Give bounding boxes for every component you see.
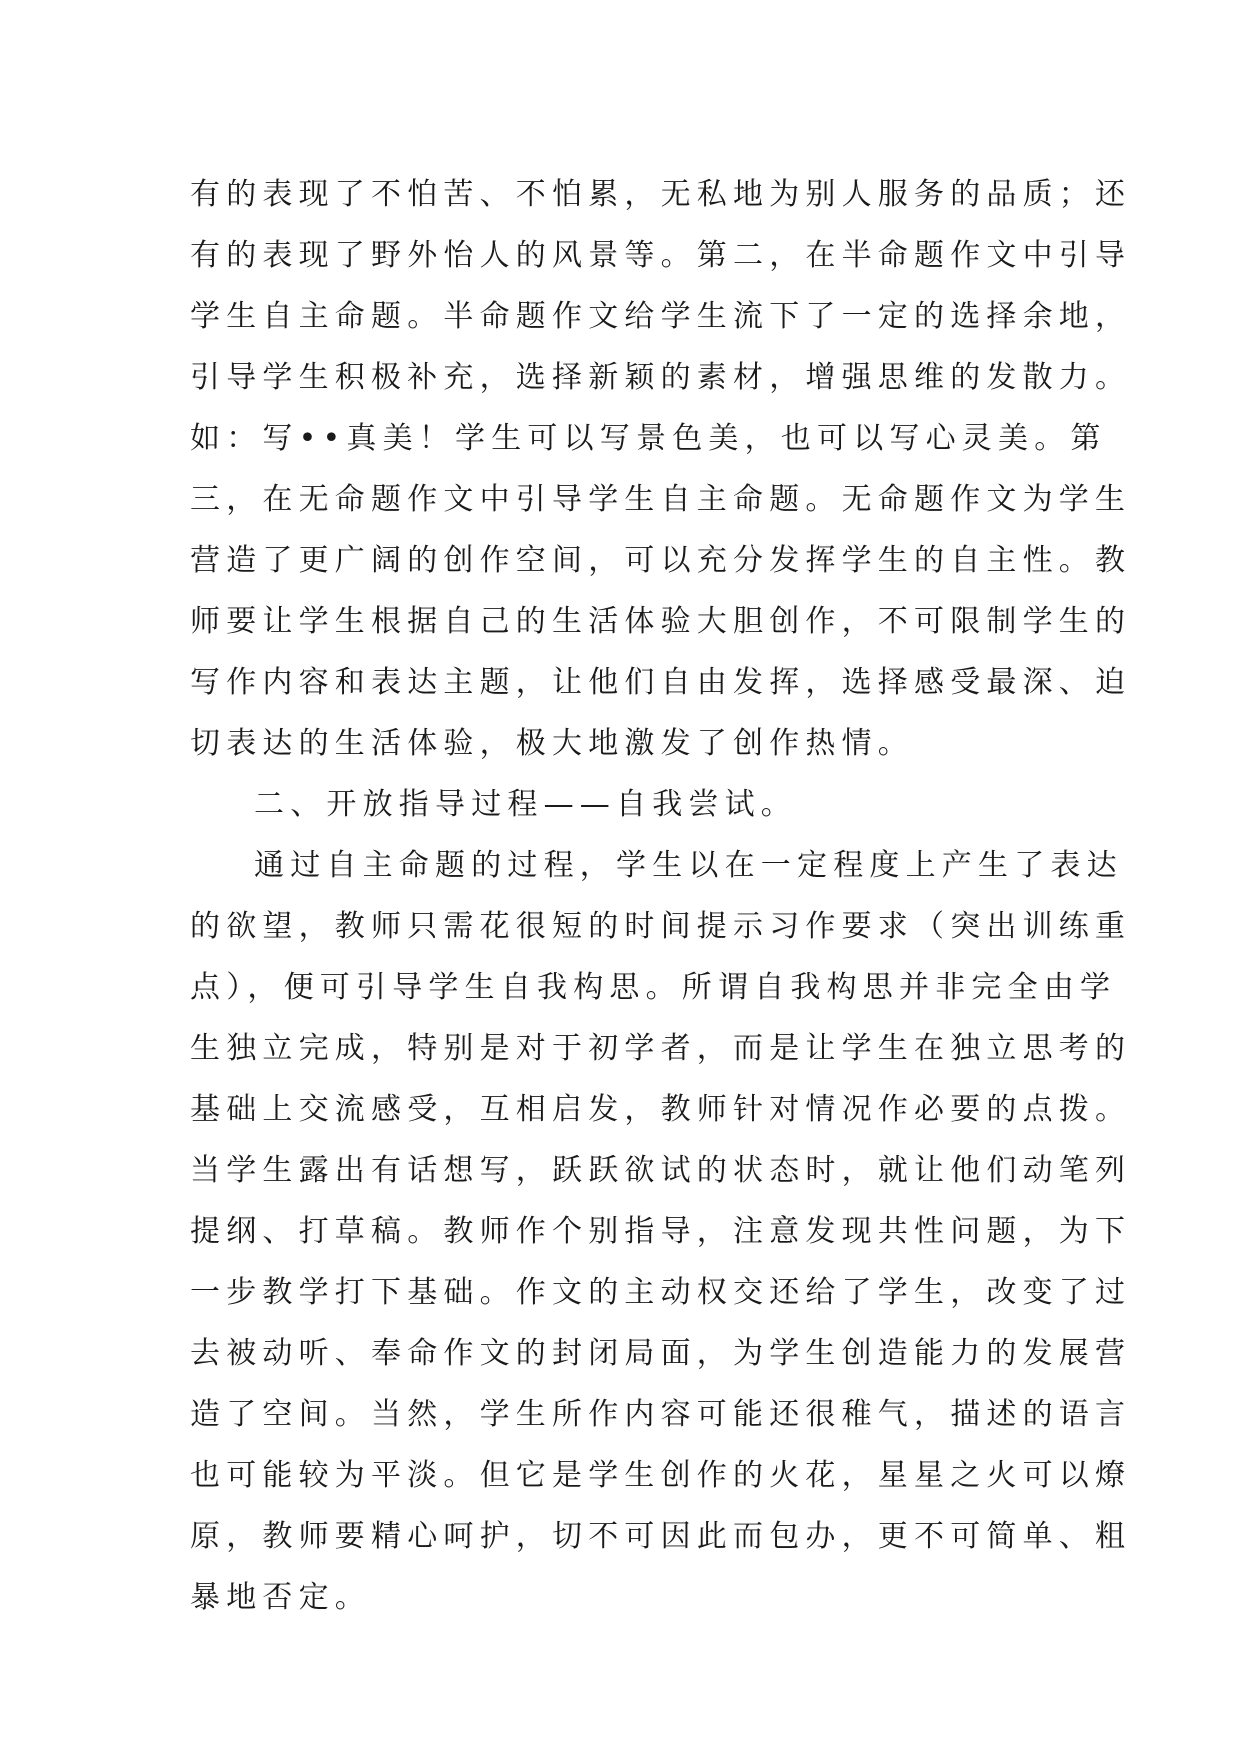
text-line: 生独立完成，特别是对于初学者，而是让学生在独立思考的	[190, 1031, 1132, 1066]
text-line: 写作内容和表达主题，让他们自由发挥，选择感受最深、迫	[190, 665, 1132, 700]
text-line: 原，教师要精心呵护，切不可因此而包办，更不可简单、粗	[190, 1519, 1132, 1554]
text-line: 营造了更广阔的创作空间，可以充分发挥学生的自主性。教	[190, 543, 1132, 578]
text-line: 暴地否定。	[190, 1580, 371, 1615]
text-line: 学生自主命题。半命题作文给学生流下了一定的选择余地，	[190, 299, 1132, 334]
text-line: 三，在无命题作文中引导学生自主命题。无命题作文为学生	[190, 482, 1132, 517]
text-line: 提纲、打草稿。教师作个别指导，注意发现共性问题，为下	[190, 1214, 1132, 1249]
text-line: 引导学生积极补充，选择新颖的素材，增强思维的发散力。	[190, 360, 1132, 395]
text-line: 有的表现了野外怡人的风景等。第二，在半命题作文中引导	[190, 238, 1132, 273]
paragraph-continued	[190, 164, 1132, 774]
text-line: 去被动听、奉命作文的封闭局面，为学生创造能力的发展营	[190, 1336, 1132, 1371]
section-heading: 二、开放指导过程——自我尝试。	[254, 787, 797, 822]
text-line: 通过自主命题的过程，学生以在一定程度上产生了表达	[254, 848, 1123, 883]
text-line: 有的表现了不怕苦、不怕累，无私地为别人服务的品质；还	[190, 177, 1132, 212]
document-body	[190, 164, 1132, 1628]
text-line: 一步教学打下基础。作文的主动权交还给了学生，改变了过	[190, 1275, 1132, 1310]
paragraph	[190, 835, 1132, 1628]
text-line: 师要让学生根据自己的生活体验大胆创作，不可限制学生的	[190, 604, 1132, 639]
text-line: 造了空间。当然，学生所作内容可能还很稚气，描述的语言	[190, 1397, 1132, 1432]
text-line: 点），便可引导学生自我构思。所谓自我构思并非完全由学	[190, 970, 1117, 1005]
text-line: 基础上交流感受，互相启发，教师针对情况作必要的点拨。	[190, 1092, 1132, 1127]
text-line: 切表达的生活体验，极大地激发了创作热情。	[190, 726, 914, 761]
text-line: 如：写••真美！学生可以写景色美，也可以写心灵美。第	[190, 421, 1107, 456]
text-line: 也可能较为平淡。但它是学生创作的火花，星星之火可以燎	[190, 1458, 1132, 1493]
text-line: 的欲望，教师只需花很短的时间提示习作要求（突出训练重	[190, 909, 1132, 944]
text-line: 当学生露出有话想写，跃跃欲试的状态时，就让他们动笔列	[190, 1153, 1132, 1188]
